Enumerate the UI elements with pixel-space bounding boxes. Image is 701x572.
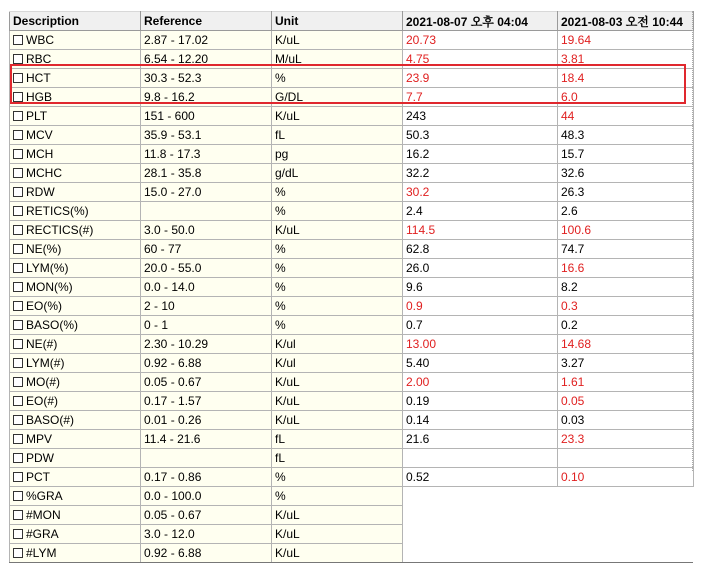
row-checkbox[interactable] — [13, 130, 23, 140]
result-value-date-2: 16.6 — [558, 259, 694, 278]
reference-range: 0.17 - 0.86 — [141, 468, 272, 487]
result-value-date-2: 6.0 — [558, 88, 694, 107]
unit: % — [272, 259, 403, 278]
row-description-cell[interactable] — [10, 31, 141, 50]
test-name: RBC — [26, 52, 52, 66]
result-value-date-2 — [558, 506, 694, 525]
reference-range — [141, 202, 272, 221]
result-value-date-1 — [403, 506, 558, 525]
table-row[interactable] — [10, 354, 694, 373]
reference-range: 3.0 - 50.0 — [141, 221, 272, 240]
unit: K/uL — [272, 544, 403, 563]
row-description-cell[interactable] — [10, 50, 141, 69]
test-name: NE(%) — [26, 242, 62, 256]
reference-range: 30.3 - 52.3 — [141, 69, 272, 88]
row-description-cell[interactable] — [10, 449, 141, 468]
result-value-date-2 — [558, 487, 694, 506]
test-name: PDW — [26, 451, 54, 465]
row-description-cell[interactable] — [10, 430, 141, 449]
test-name: EO(%) — [26, 299, 62, 313]
unit: % — [272, 183, 403, 202]
unit: fL — [272, 126, 403, 145]
result-value-date-2: 0.3 — [558, 297, 694, 316]
unit: K/uL — [272, 506, 403, 525]
unit: % — [272, 202, 403, 221]
table-row[interactable] — [10, 487, 694, 506]
test-name: MCH — [26, 147, 54, 161]
result-value-date-1: 50.3 — [403, 126, 558, 145]
test-name: EO(#) — [26, 394, 59, 408]
result-value-date-1: 20.73 — [403, 31, 558, 50]
row-checkbox[interactable] — [13, 92, 23, 102]
result-value-date-1 — [403, 487, 558, 506]
test-name: PCT — [26, 470, 50, 484]
table-row[interactable] — [10, 411, 694, 430]
test-name: MCV — [26, 128, 53, 142]
column-header-reference[interactable]: Reference — [141, 12, 272, 31]
row-checkbox[interactable] — [13, 263, 23, 273]
row-checkbox[interactable] — [13, 35, 23, 45]
unit: K/uL — [272, 392, 403, 411]
result-value-date-1: 2.00 — [403, 373, 558, 392]
row-checkbox[interactable] — [13, 548, 23, 558]
result-value-date-2: 0.10 — [558, 468, 694, 487]
row-description-cell[interactable] — [10, 145, 141, 164]
reference-range: 28.1 - 35.8 — [141, 164, 272, 183]
reference-range: 0 - 1 — [141, 316, 272, 335]
result-value-date-2: 26.3 — [558, 183, 694, 202]
result-value-date-2: 100.6 — [558, 221, 694, 240]
result-value-date-2: 3.27 — [558, 354, 694, 373]
result-value-date-1: 243 — [403, 107, 558, 126]
row-description-cell[interactable] — [10, 107, 141, 126]
unit: % — [272, 297, 403, 316]
result-value-date-1: 114.5 — [403, 221, 558, 240]
row-description-cell[interactable] — [10, 202, 141, 221]
unit: K/uL — [272, 411, 403, 430]
unit: K/uL — [272, 221, 403, 240]
result-value-date-2: 74.7 — [558, 240, 694, 259]
result-value-date-1 — [403, 449, 558, 468]
result-value-date-2 — [558, 449, 694, 468]
result-value-date-1: 4.75 — [403, 50, 558, 69]
table-row[interactable] — [10, 69, 694, 88]
unit: g/dL — [272, 164, 403, 183]
reference-range: 0.05 - 0.67 — [141, 373, 272, 392]
unit: % — [272, 487, 403, 506]
reference-range: 20.0 - 55.0 — [141, 259, 272, 278]
test-name: %GRA — [26, 489, 63, 503]
test-name: MCHC — [26, 166, 62, 180]
table-row[interactable] — [10, 430, 694, 449]
row-checkbox[interactable] — [13, 510, 23, 520]
unit: % — [272, 278, 403, 297]
test-name: PLT — [26, 109, 48, 123]
test-name: BASO(%) — [26, 318, 79, 332]
test-name: LYM(%) — [26, 261, 69, 275]
test-name: BASO(#) — [26, 413, 75, 427]
result-value-date-1 — [403, 525, 558, 544]
result-value-date-1: 7.7 — [403, 88, 558, 107]
row-checkbox[interactable] — [13, 149, 23, 159]
result-value-date-1: 13.00 — [403, 335, 558, 354]
row-checkbox[interactable] — [13, 453, 23, 463]
result-value-date-1: 0.9 — [403, 297, 558, 316]
table-row[interactable] — [10, 259, 694, 278]
unit: K/uL — [272, 525, 403, 544]
row-description-cell[interactable] — [10, 278, 141, 297]
row-description-cell[interactable] — [10, 411, 141, 430]
row-checkbox[interactable] — [13, 282, 23, 292]
reference-range: 11.8 - 17.3 — [141, 145, 272, 164]
result-value-date-1: 0.14 — [403, 411, 558, 430]
reference-range: 0.0 - 100.0 — [141, 487, 272, 506]
unit: % — [272, 316, 403, 335]
test-name: NE(#) — [26, 337, 58, 351]
result-value-date-2: 32.6 — [558, 164, 694, 183]
result-value-date-2: 0.2 — [558, 316, 694, 335]
row-checkbox[interactable] — [13, 415, 23, 425]
table-row[interactable] — [10, 335, 694, 354]
row-description-cell[interactable] — [10, 126, 141, 145]
table-row[interactable] — [10, 468, 694, 487]
row-checkbox[interactable] — [13, 434, 23, 444]
result-value-date-1: 21.6 — [403, 430, 558, 449]
column-header-date-1[interactable]: 2021-08-07 오후 04:04 — [403, 12, 558, 31]
unit: K/uL — [272, 31, 403, 50]
result-value-date-2: 8.2 — [558, 278, 694, 297]
unit: K/uL — [272, 107, 403, 126]
test-name: RETICS(%) — [26, 204, 89, 218]
result-value-date-2: 14.68 — [558, 335, 694, 354]
table-row[interactable] — [10, 316, 694, 335]
result-value-date-1: 5.40 — [403, 354, 558, 373]
table-row[interactable] — [10, 107, 694, 126]
row-description-cell[interactable] — [10, 69, 141, 88]
table-row[interactable] — [10, 164, 694, 183]
table-row[interactable] — [10, 202, 694, 221]
test-name: HCT — [26, 71, 51, 85]
unit: pg — [272, 145, 403, 164]
column-header-unit[interactable]: Unit — [272, 12, 403, 31]
reference-range: 0.92 - 6.88 — [141, 354, 272, 373]
result-value-date-2 — [558, 544, 694, 563]
row-checkbox[interactable] — [13, 491, 23, 501]
test-name: #MON — [26, 508, 61, 522]
test-name: MON(%) — [26, 280, 73, 294]
test-name: MPV — [26, 432, 53, 446]
table-row[interactable] — [10, 240, 694, 259]
table-row[interactable] — [10, 88, 694, 107]
result-value-date-1: 26.0 — [403, 259, 558, 278]
row-description-cell[interactable] — [10, 259, 141, 278]
reference-range: 11.4 - 21.6 — [141, 430, 272, 449]
test-name: #LYM — [26, 546, 57, 560]
column-header-description[interactable]: Description — [10, 12, 141, 31]
reference-range: 0.0 - 14.0 — [141, 278, 272, 297]
row-checkbox[interactable] — [13, 320, 23, 330]
row-description-cell[interactable] — [10, 221, 141, 240]
unit: M/uL — [272, 50, 403, 69]
table-row[interactable] — [10, 525, 694, 544]
test-name: RECTICS(#) — [26, 223, 94, 237]
row-checkbox[interactable] — [13, 377, 23, 387]
row-description-cell[interactable] — [10, 297, 141, 316]
result-value-date-1: 9.6 — [403, 278, 558, 297]
reference-range: 2.87 - 17.02 — [141, 31, 272, 50]
row-description-cell[interactable] — [10, 392, 141, 411]
row-description-cell[interactable] — [10, 164, 141, 183]
result-value-date-2: 15.7 — [558, 145, 694, 164]
result-value-date-2: 44 — [558, 107, 694, 126]
table-row[interactable] — [10, 373, 694, 392]
unit: fL — [272, 449, 403, 468]
unit: % — [272, 69, 403, 88]
row-checkbox[interactable] — [13, 187, 23, 197]
reference-range: 0.01 - 0.26 — [141, 411, 272, 430]
test-name: WBC — [26, 33, 54, 47]
test-name: RDW — [26, 185, 55, 199]
table-row[interactable] — [10, 145, 694, 164]
table-row[interactable] — [10, 31, 694, 50]
row-checkbox[interactable] — [13, 339, 23, 349]
reference-range: 0.92 - 6.88 — [141, 544, 272, 563]
reference-range: 6.54 - 12.20 — [141, 50, 272, 69]
test-name: MO(#) — [26, 375, 60, 389]
unit: K/uL — [272, 373, 403, 392]
result-value-date-1: 62.8 — [403, 240, 558, 259]
table-row[interactable] — [10, 297, 694, 316]
result-value-date-2: 48.3 — [558, 126, 694, 145]
row-checkbox[interactable] — [13, 301, 23, 311]
unit: K/ul — [272, 335, 403, 354]
reference-range: 35.9 - 53.1 — [141, 126, 272, 145]
reference-range — [141, 449, 272, 468]
result-value-date-1: 2.4 — [403, 202, 558, 221]
result-value-date-2: 23.3 — [558, 430, 694, 449]
result-value-date-2: 19.64 — [558, 31, 694, 50]
row-description-cell[interactable] — [10, 88, 141, 107]
table-row[interactable] — [10, 449, 694, 468]
result-value-date-1: 32.2 — [403, 164, 558, 183]
row-description-cell[interactable] — [10, 487, 141, 506]
column-header-date-2[interactable]: 2021-08-03 오전 10:44 — [558, 12, 694, 31]
unit: K/ul — [272, 354, 403, 373]
row-description-cell[interactable] — [10, 335, 141, 354]
row-checkbox[interactable] — [13, 529, 23, 539]
result-value-date-2 — [558, 525, 694, 544]
table-row[interactable] — [10, 278, 694, 297]
reference-range: 60 - 77 — [141, 240, 272, 259]
row-checkbox[interactable] — [13, 168, 23, 178]
row-description-cell[interactable] — [10, 525, 141, 544]
table-row[interactable] — [10, 221, 694, 240]
row-description-cell[interactable] — [10, 468, 141, 487]
table-row[interactable] — [10, 544, 694, 563]
result-value-date-2: 3.81 — [558, 50, 694, 69]
table-row[interactable] — [10, 126, 694, 145]
row-description-cell[interactable] — [10, 506, 141, 525]
grid-edge-line — [692, 11, 694, 471]
row-checkbox[interactable] — [13, 244, 23, 254]
reference-range: 0.05 - 0.67 — [141, 506, 272, 525]
test-name: LYM(#) — [26, 356, 65, 370]
result-value-date-2: 0.03 — [558, 411, 694, 430]
test-name: #GRA — [26, 527, 59, 541]
row-checkbox[interactable] — [13, 225, 23, 235]
test-name: HGB — [26, 90, 53, 104]
row-checkbox[interactable] — [13, 73, 23, 83]
unit: G/DL — [272, 88, 403, 107]
row-checkbox[interactable] — [13, 54, 23, 64]
result-value-date-1: 0.7 — [403, 316, 558, 335]
unit: fL — [272, 430, 403, 449]
unit: % — [272, 240, 403, 259]
row-description-cell[interactable] — [10, 183, 141, 202]
reference-range: 3.0 - 12.0 — [141, 525, 272, 544]
result-value-date-2: 0.05 — [558, 392, 694, 411]
table-row[interactable] — [10, 50, 694, 69]
result-value-date-1: 0.52 — [403, 468, 558, 487]
row-description-cell[interactable] — [10, 354, 141, 373]
row-checkbox[interactable] — [13, 396, 23, 406]
result-value-date-2: 1.61 — [558, 373, 694, 392]
result-value-date-2: 18.4 — [558, 69, 694, 88]
table-row[interactable] — [10, 506, 694, 525]
reference-range: 0.17 - 1.57 — [141, 392, 272, 411]
result-value-date-2: 2.6 — [558, 202, 694, 221]
header-row — [10, 12, 694, 31]
reference-range: 15.0 - 27.0 — [141, 183, 272, 202]
result-value-date-1: 16.2 — [403, 145, 558, 164]
table-row[interactable] — [10, 183, 694, 202]
row-description-cell[interactable] — [10, 240, 141, 259]
row-checkbox[interactable] — [13, 111, 23, 121]
reference-range: 2.30 - 10.29 — [141, 335, 272, 354]
row-checkbox[interactable] — [13, 358, 23, 368]
reference-range: 2 - 10 — [141, 297, 272, 316]
result-value-date-1: 0.19 — [403, 392, 558, 411]
result-value-date-1 — [403, 544, 558, 563]
results-table — [9, 11, 694, 563]
result-value-date-1: 30.2 — [403, 183, 558, 202]
unit: % — [272, 468, 403, 487]
row-description-cell[interactable] — [10, 544, 141, 563]
row-checkbox[interactable] — [13, 472, 23, 482]
row-description-cell[interactable] — [10, 373, 141, 392]
result-value-date-1: 23.9 — [403, 69, 558, 88]
lab-results-grid — [9, 11, 693, 563]
grid-bottom-border — [9, 562, 693, 563]
reference-range: 9.8 - 16.2 — [141, 88, 272, 107]
row-checkbox[interactable] — [13, 206, 23, 216]
table-row[interactable] — [10, 392, 694, 411]
reference-range: 151 - 600 — [141, 107, 272, 126]
row-description-cell[interactable] — [10, 316, 141, 335]
